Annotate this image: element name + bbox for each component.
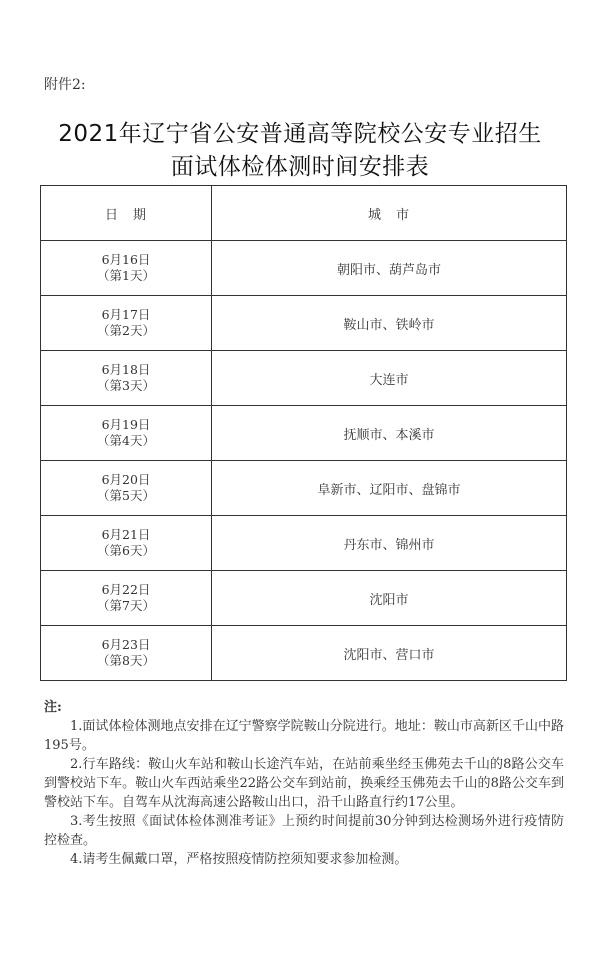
note-item: 3.考生按照《面试体检体测准考证》上预约时间提前30分钟到达检测场外进行疫情防控检查。 [44, 814, 564, 848]
date-cell [41, 516, 212, 571]
date-cell [41, 406, 212, 461]
cities-cell: 鞍山市、铁岭市 [212, 296, 567, 351]
day-text: （第4天） [97, 433, 155, 448]
table-header-row [41, 186, 567, 241]
date-cell [41, 241, 212, 296]
cities-cell: 沈阳市、营口市 [212, 626, 567, 681]
date-text: 6月21日 [101, 527, 151, 542]
day-text: （第7天） [97, 598, 155, 613]
schedule-table [40, 185, 567, 681]
note-item: 1.面试体检体测地点安排在辽宁警察学院鞍山分院进行。地址：鞍山市高新区千山中路195号。 [44, 719, 564, 753]
table-row [41, 351, 567, 406]
table-row [41, 626, 567, 681]
note-item: 2.行车路线：鞍山火车站和鞍山长途汽车站，在站前乘坐经玉佛苑去千山的8路公交车到警校站下车。鞍山火车西站乘坐22路公交车到站前，换乘经玉佛苑去千山的8路公交车到警校站下车。自驾车从沈海高速公路鞍山出口，沿千山路直行约17公里。 [44, 757, 564, 810]
day-text: （第2天） [97, 323, 155, 338]
day-text: （第5天） [97, 488, 155, 503]
notes-section [44, 698, 564, 869]
notes-heading: 注: [44, 700, 62, 715]
page-title-line-1: 2021年辽宁省公安普通高等院校公安专业招生 [58, 121, 542, 147]
date-text: 6月23日 [101, 637, 151, 652]
cities-cell: 朝阳市、葫芦岛市 [212, 241, 567, 296]
cities-cell: 大连市 [212, 351, 567, 406]
note-item: 4.请考生佩戴口罩，严格按照疫情防控须知要求参加检测。 [70, 852, 408, 867]
day-text: （第1天） [97, 268, 155, 283]
date-text: 6月22日 [101, 582, 151, 597]
date-text: 6月18日 [101, 362, 151, 377]
cities-cell: 丹东市、锦州市 [212, 516, 567, 571]
header-date: 日 期 [41, 186, 212, 241]
attachment-label: 附件2: [44, 77, 86, 93]
table-row [41, 571, 567, 626]
date-text: 6月20日 [101, 472, 151, 487]
date-cell [41, 351, 212, 406]
date-text: 6月19日 [101, 417, 151, 432]
header-cities: 城 市 [212, 186, 567, 241]
cities-cell: 阜新市、辽阳市、盘锦市 [212, 461, 567, 516]
table-row [41, 241, 567, 296]
date-cell [41, 626, 212, 681]
date-cell [41, 571, 212, 626]
date-cell [41, 296, 212, 351]
cities-cell: 抚顺市、本溪市 [212, 406, 567, 461]
cities-cell: 沈阳市 [212, 571, 567, 626]
table-row [41, 461, 567, 516]
day-text: （第8天） [97, 653, 155, 668]
table-row [41, 296, 567, 351]
date-cell [41, 461, 212, 516]
day-text: （第6天） [97, 543, 155, 558]
table-row [41, 516, 567, 571]
day-text: （第3天） [97, 378, 155, 393]
date-text: 6月16日 [101, 252, 151, 267]
table-row [41, 406, 567, 461]
date-text: 6月17日 [101, 307, 151, 322]
page-title-line-2: 面试体检体测时间安排表 [170, 154, 430, 180]
